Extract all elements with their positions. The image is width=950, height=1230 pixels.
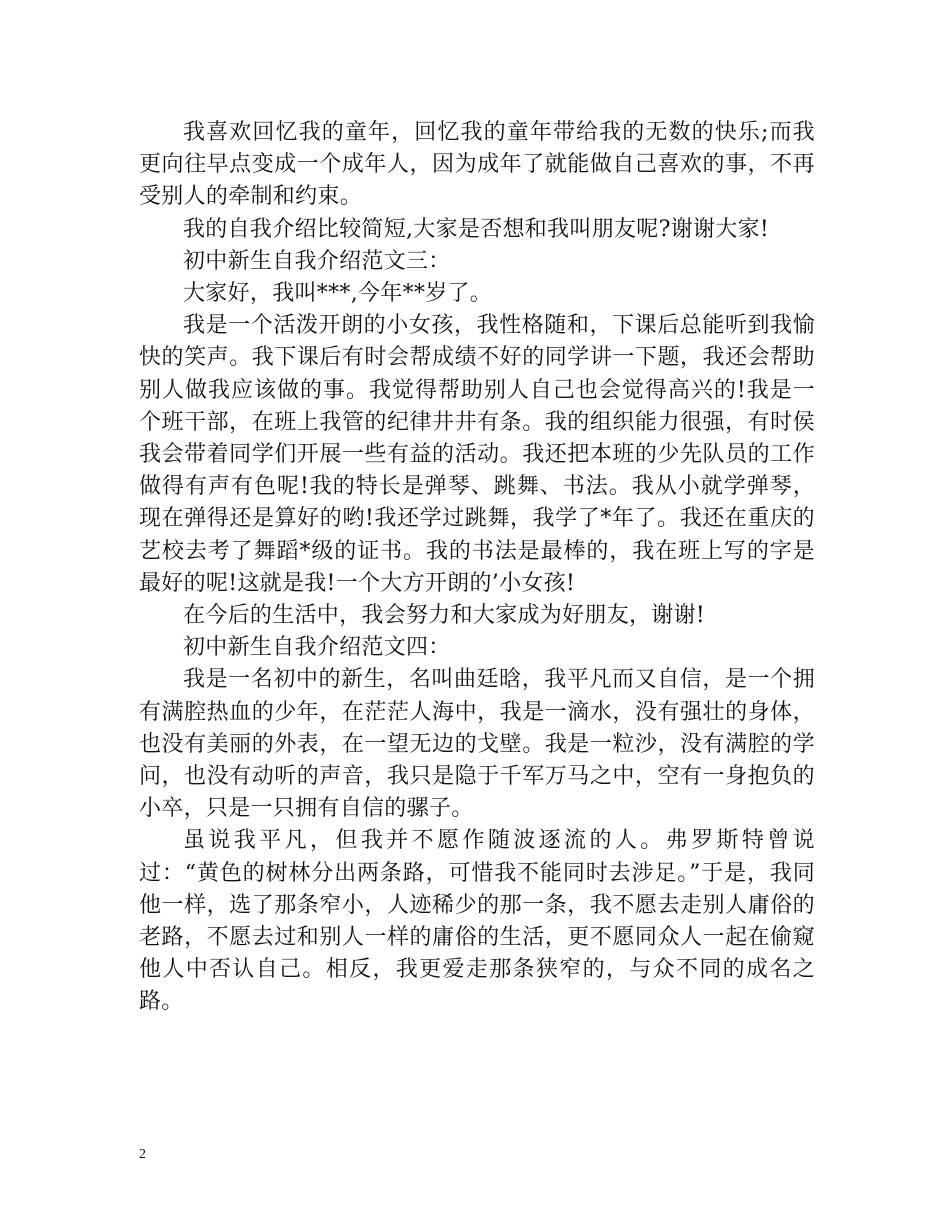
paragraph-greeting: 大家好，我叫***,今年**岁了。 <box>183 281 493 307</box>
paragraph-closing-thanks: 我的自我介绍比较简短,大家是否想和我叫朋友呢?谢谢大家! <box>183 216 770 242</box>
paragraph-childhood: 我喜欢回忆我的童年，回忆我的童年带给我的无数的快乐;而我更向往早点变成一个成年人，因为成年了就能做自己喜欢的事，不再受别人的牵制和约束。 <box>139 120 815 210</box>
section-heading-sample-three: 初中新生自我介绍范文三： <box>183 248 451 274</box>
paragraph-road-choice: 虽说我平凡，但我并不愿作随波逐流的人。弗罗斯特曾说过：“黄色的树林分出两条路，可惜我不能同时去涉足。”于是，我同他一样，选了那条窄小，人迹稀少的那一条，我不愿去走别人庸俗的老路，不愿去过和别人一样的庸俗的生活，更不愿同众人一起在偷窥他人中否认自己。相反，我更爱走那条狭窄的，与众不同的成名之路。 <box>139 828 815 1015</box>
page-number: 2 <box>139 1147 146 1162</box>
paragraph-self-description: 我是一名初中的新生，名叫曲廷晗，我平凡而又自信，是一个拥有满腔热血的少年，在茫茫人海中，我是一滴水，没有强壮的身体，也没有美丽的外表，在一望无边的戈壁。我是一粒沙，没有满腔的学问，也没有动听的声音，我只是隐于千军万马之中，空有一身抱负的小卒，只是一只拥有自信的骡子。 <box>139 667 815 822</box>
paragraph-personality: 我是一个活泼开朗的小女孩，我性格随和，下课后总能听到我愉快的笑声。我下课后有时会帮成绩不好的同学讲一下题，我还会帮助别人做我应该做的事。我觉得帮助别人自己也会觉得高兴的!我是一个班干部，在班上我管的纪律井井有条。我的组织能力很强，有时侯我会带着同学们开展一些有益的活动。我还把本班的少先队员的工作做得有声有色呢!我的特长是弹琴、跳舞、书法。我从小就学弹琴，现在弹得还是算好的哟!我还学过跳舞，我学了*年了。我还在重庆的艺校去考了舞蹈*级的证书。我的书法是最棒的，我在班上写的字是最好的呢!这就是我!一个大方开朗的’小女孩! <box>139 313 815 596</box>
paragraph-future: 在今后的生活中，我会努力和大家成为好朋友，谢谢! <box>183 603 706 629</box>
section-heading-sample-four: 初中新生自我介绍范文四： <box>183 635 451 661</box>
document-body <box>139 117 815 1019</box>
